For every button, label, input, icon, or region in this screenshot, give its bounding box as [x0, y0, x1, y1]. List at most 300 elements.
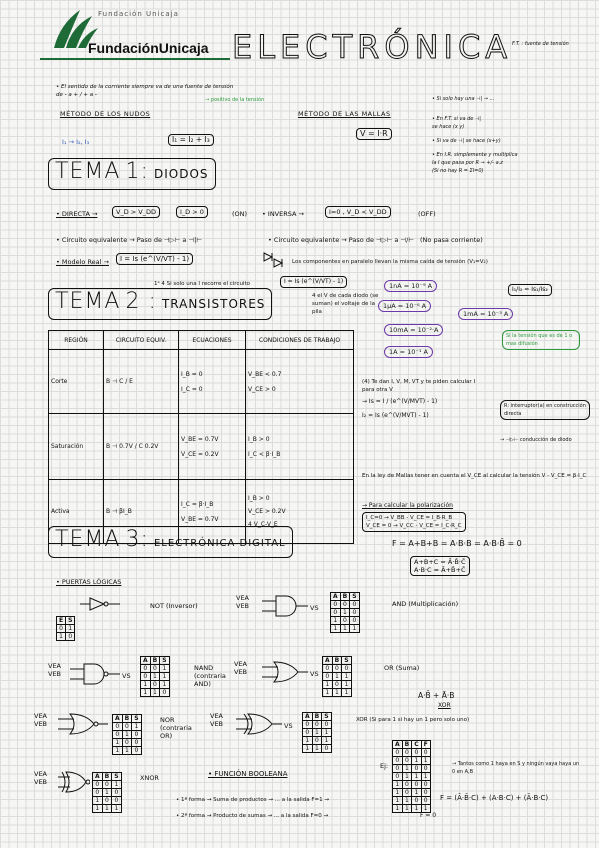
xor-gate-out: VS	[284, 722, 293, 730]
truth-table-row	[393, 765, 431, 773]
xor-gate-icon	[236, 712, 282, 736]
truth-table-cell: 1	[331, 617, 341, 625]
condition-cell	[246, 350, 354, 414]
truth-table-cell: 0	[393, 765, 403, 773]
truth-table-cell: 1	[150, 673, 160, 681]
and-gate-inputs: VEA VEB	[236, 594, 250, 610]
truth-table-cell: 1	[342, 673, 351, 681]
or-gate-inputs: VEA VEB	[234, 660, 248, 676]
metodo-mallas-heading: MÉTODO DE LAS MALLAS	[298, 110, 391, 118]
truth-table-cell: 0	[113, 723, 123, 731]
and-gate-label: AND (Multiplicación)	[392, 600, 459, 608]
puertas-logicas-heading: • PUERTAS LÓGICAS	[56, 578, 122, 586]
polarizacion-box	[362, 512, 466, 532]
nor-gate-inputs: VEA VEB	[34, 712, 48, 728]
inversa-label: • INVERSA →	[262, 210, 304, 218]
truth-table-cell: 0	[322, 721, 331, 729]
truth-table-header-row	[141, 657, 170, 665]
side-note: → Is = I / (e^(V/MVT) - 1)	[362, 398, 438, 405]
truth-table-cell: 1	[342, 689, 351, 697]
circuito-eq-2: • Circuito equivalente → Paso de ⊣▷⊢ a ⊣/⊢	[268, 236, 414, 244]
truth-table-cell: 0	[340, 601, 350, 609]
truth-table-cell: 0	[393, 757, 403, 765]
truth-table-cell: 1	[421, 805, 430, 813]
truth-table-cell: 0	[323, 665, 333, 673]
footnote: 1ᵃ 4 Si solo una I recorre el circuito	[154, 281, 251, 287]
truth-table-cell: 0	[160, 689, 169, 697]
side-note: I₂ = Is (e^(V/MVT) - 1)	[362, 412, 429, 419]
truth-table-cell: 0	[412, 797, 421, 805]
truth-table-cell: 1	[393, 781, 403, 789]
truth-table-header: B	[122, 715, 132, 723]
nand-gate-icon	[70, 662, 120, 686]
truth-table-header: B	[102, 773, 112, 781]
xor-formula-label: XOR	[438, 702, 451, 709]
green-note: → positivo de la tensión	[205, 97, 265, 103]
right-notes	[432, 95, 518, 175]
condition: I_C < β·I_B	[248, 450, 281, 458]
not-gate-icon	[80, 596, 120, 612]
truth-table-row	[323, 681, 352, 689]
truth-table-cell: 0	[412, 765, 421, 773]
right-note: se hace (x y)	[432, 124, 465, 130]
truth-table-cell: 0	[113, 731, 123, 739]
right-note: • En I.R. simplemente y multiplica	[432, 152, 518, 158]
table-row	[49, 414, 354, 480]
truth-table-cell: 0	[402, 757, 412, 765]
tema3-label: TEMA	[55, 527, 121, 552]
truth-table-cell: 0	[141, 673, 151, 681]
truth-table-cell: 1	[342, 681, 351, 689]
truth-table-cell: 0	[332, 681, 342, 689]
truth-table-cell: 1	[402, 805, 412, 813]
truth-table-cell: 0	[412, 749, 421, 757]
polarizacion-eq: V_CE = 0 → V_CC - V_CE = I_C·R_C	[366, 523, 462, 529]
xor-formula: A·B̄ + Ā·B	[418, 691, 455, 700]
truth-table-row	[113, 731, 142, 739]
condition: I_B > 0	[248, 495, 270, 502]
truth-table-cell: 1	[402, 797, 412, 805]
truth-table-cell: 0	[331, 609, 341, 617]
truth-table-row	[393, 749, 431, 757]
truth-table-cell: 0	[132, 731, 141, 739]
truth-table-cell: 1	[340, 625, 350, 633]
truth-table-row	[141, 689, 170, 697]
truth-table-header-row	[93, 773, 122, 781]
right-note: • En F.T. si va de ⊣|	[432, 116, 481, 122]
equation: I_B = 0	[181, 370, 203, 378]
truth-table-cell: 1	[412, 805, 421, 813]
xnor-truth-table	[92, 772, 122, 813]
truth-table-row	[113, 723, 142, 731]
unit-box: 1A = 10⁻¹ A	[384, 346, 433, 358]
truth-table-header: F	[421, 741, 430, 749]
equation: V_BE = 0.7V	[181, 435, 219, 443]
unit-box: 1μA = 10⁻⁶ A	[378, 300, 431, 312]
or-gate-out: VS	[310, 670, 319, 678]
truth-table-cell: 0	[57, 625, 66, 633]
tema3-number: 3:	[125, 527, 149, 552]
truth-table-row	[331, 601, 360, 609]
truth-table-row	[113, 747, 142, 755]
truth-table-cell: 0	[393, 773, 403, 781]
demorgan-rule: A+B+C = Ā·B̄·C̄	[414, 558, 466, 566]
truth-table-row	[393, 789, 431, 797]
truth-table-row	[303, 729, 332, 737]
truth-table-cell: 1	[421, 773, 430, 781]
tema1-subtitle: DIODOS	[153, 167, 209, 181]
componentes-paralelo: Los componentes en paralelo llevan la misma caída de tensión (V₁=V₂)	[292, 259, 488, 265]
truth-table-cell: 0	[303, 721, 313, 729]
truth-table-header-row	[323, 657, 352, 665]
demorgan-rule: A·B·C = Ā+B̄+C̄	[414, 566, 466, 574]
truth-table-cell: 1	[412, 789, 421, 797]
truth-table-cell: 1	[332, 673, 342, 681]
not-truth-table	[56, 616, 75, 641]
truth-table-row	[303, 721, 332, 729]
truth-table-cell: 0	[350, 617, 359, 625]
inversa-cond: I=0 , V_D < V_DD	[325, 206, 391, 218]
truth-table-cell: 0	[350, 601, 359, 609]
truth-table-cell: 1	[160, 673, 169, 681]
truth-table-header: B	[150, 657, 160, 665]
or-truth-table	[322, 656, 352, 697]
truth-table-cell: 1	[102, 805, 112, 813]
table-header: CIRCUITO EQUIV.	[104, 331, 179, 350]
boolean-form-1: • 1ª forma → Suma de productos → ... a la salida F=1 →	[176, 797, 329, 803]
table-row	[49, 350, 354, 414]
truth-table-cell: 0	[93, 789, 103, 797]
xor-gate-inputs: VEA VEB	[210, 712, 224, 728]
truth-table-cell: 1	[141, 689, 151, 697]
truth-table-row	[393, 781, 431, 789]
nand-truth-table	[140, 656, 170, 697]
footnote-formula: I = Is (e^(V/VT) - 1)	[280, 276, 347, 288]
truth-table-header-row	[303, 713, 332, 721]
truth-table-cell: 1	[141, 681, 151, 689]
truth-table-row	[57, 633, 75, 641]
region-cell: Activa	[49, 480, 104, 544]
truth-table-row	[93, 789, 122, 797]
truth-table-cell: 0	[402, 789, 412, 797]
nudos-label: I₁ → I₂, I₃	[62, 138, 90, 146]
truth-table-cell: 0	[350, 609, 359, 617]
truth-table-header-row	[57, 617, 75, 625]
table-header-row	[49, 331, 354, 350]
nor-truth-table	[112, 714, 142, 755]
boolean-form-2-formula: F = 0	[420, 812, 437, 819]
equation: V_BE = 0.7V	[181, 515, 219, 523]
truth-table-cell: 1	[322, 737, 331, 745]
nor-gate-icon	[58, 712, 108, 736]
table-header: REGIÓN	[49, 331, 104, 350]
tema2-subtitle: TRANSISTORES	[161, 297, 266, 311]
truth-table-header: S	[66, 617, 75, 625]
equation: V_CE = 0.2V	[181, 450, 219, 458]
ej-label: Ej:	[380, 762, 389, 770]
side-note: (4) Te dan I, V, M, VT y te piden calcular I	[362, 379, 476, 385]
brand-underline	[40, 58, 230, 60]
truth-table-cell: 1	[93, 805, 103, 813]
truth-table-cell: 1	[57, 633, 66, 641]
truth-table-cell: 1	[122, 731, 132, 739]
truth-table-header: A	[323, 657, 333, 665]
mallas-note: En la ley de Mallas tener en cuenta el V_CE al calcular la tensión V - V_CE = β·I_C	[362, 473, 587, 479]
truth-table-row	[93, 805, 122, 813]
truth-table-cell: 0	[66, 633, 75, 641]
truth-table-cell: 1	[66, 625, 75, 633]
unit-box: 10mA = 10⁻²·A	[384, 324, 443, 336]
xnor-gate-label: XNOR	[140, 774, 159, 782]
truth-table-cell: 0	[150, 681, 160, 689]
truth-table-header-row	[393, 741, 431, 749]
truth-table-cell: 0	[323, 673, 333, 681]
no-pasa-note: (No pasa corriente)	[420, 236, 483, 244]
truth-table-row	[113, 739, 142, 747]
xnor-gate-icon	[58, 770, 90, 794]
truth-table-row	[141, 673, 170, 681]
truth-table-header: S	[160, 657, 169, 665]
tema3-subtitle: ELECTRÓNICA DIGITAL	[153, 538, 286, 549]
truth-table-row	[323, 665, 352, 673]
directa-tag: (ON)	[232, 210, 248, 218]
boolean-form-2: • 2ª forma → Producto de sumas → ... a la salida F=0 →	[176, 813, 329, 819]
truth-table-cell: 0	[122, 723, 132, 731]
truth-table-header: S	[350, 593, 359, 601]
directa-cond2: I_D > 0	[176, 206, 208, 218]
xnor-gate-inputs: VEA VEB	[34, 770, 48, 786]
truth-table-cell: 1	[393, 797, 403, 805]
demorgan-rules	[410, 556, 470, 576]
and-gate-icon	[262, 594, 308, 618]
truth-table-cell: 0	[112, 789, 121, 797]
truth-table-header: A	[303, 713, 313, 721]
mallas-formula: V = I·R	[356, 128, 392, 140]
truth-table-cell: 1	[132, 723, 141, 731]
boolean-form-1-formula: F = (Ā·B̄·C) + (A·B·C) + (Ā·B·C)	[440, 794, 549, 802]
equation-cell	[179, 414, 246, 480]
truth-table-cell: 0	[93, 781, 103, 789]
truth-table-cell: 1	[113, 739, 123, 747]
condition: 4 V_C-V_E	[248, 521, 278, 528]
truth-table-row	[303, 737, 332, 745]
polarizacion-note: → Para calcular la polarización	[362, 502, 453, 509]
diode-parallel-icon	[260, 250, 286, 268]
truth-table-cell: 0	[402, 749, 412, 757]
truth-table-header: S	[112, 773, 121, 781]
truth-table-cell: 0	[421, 749, 430, 757]
truth-table-row	[331, 609, 360, 617]
truth-table-cell: 1	[402, 773, 412, 781]
truth-table-cell: 0	[132, 739, 141, 747]
nand-gate-label: NAND (contraria AND)	[194, 664, 226, 688]
tema1-heading	[48, 158, 216, 190]
equation-cell	[179, 350, 246, 414]
unit-box: 1mA = 10⁻³ A	[458, 308, 513, 320]
condition: I_B > 0	[248, 435, 270, 443]
truth-table-cell: 1	[93, 797, 103, 805]
truth-table-row	[323, 689, 352, 697]
side-note: para otra V	[362, 387, 393, 393]
truth-table-header: A	[141, 657, 151, 665]
truth-table-cell: 1	[421, 757, 430, 765]
brand-name: FundaciónUnicaja	[88, 40, 209, 56]
and-truth-table	[330, 592, 360, 633]
current-direction-note: • El sentido de la corriente siempre va de una fuente de tensión de - a + / + a -	[56, 84, 234, 98]
legend-note: F.T. : fuente de tensión	[512, 41, 569, 47]
truth-table-header: E	[57, 617, 66, 625]
truth-table-cell: 0	[393, 749, 403, 757]
inversa-tag: (OFF)	[418, 210, 436, 218]
truth-table-cell: 1	[150, 689, 160, 697]
nand-gate-out: VS	[122, 672, 131, 680]
truth-table-row	[331, 617, 360, 625]
truth-table-cell: 1	[112, 805, 121, 813]
truth-table-header: A	[113, 715, 123, 723]
right-note: • Si solo hay una ⊣| → ...	[432, 96, 495, 102]
xor-gate-label: XOR (Si para 1 si hay un 1 pero solo uno)	[356, 717, 470, 723]
directa-label: • DIRECTA →	[56, 210, 98, 218]
region-cell: Saturación	[49, 414, 104, 480]
truth-table-header: B	[402, 741, 412, 749]
tema2-number: 2 :	[125, 289, 157, 314]
truth-table-cell: 0	[421, 781, 430, 789]
truth-table-cell: 0	[342, 665, 351, 673]
truth-table-cell: 0	[331, 601, 341, 609]
circuito-eq-1: • Circuito equivalente → Paso de ⊣▷⊢ a ⊣|⊢	[56, 236, 202, 244]
truth-table-header-row	[331, 593, 360, 601]
truth-table-cell: 0	[322, 745, 331, 753]
truth-table-header-row	[113, 715, 142, 723]
or-gate-icon	[262, 660, 308, 684]
truth-table-header: B	[312, 713, 322, 721]
truth-table-row	[57, 625, 75, 633]
truth-table-header: A	[393, 741, 403, 749]
truth-table-cell: 0	[150, 665, 160, 673]
current-ratio: I₁/I₂ = Is₁/Is₂	[508, 284, 552, 296]
truth-table-cell: 0	[340, 617, 350, 625]
condition: V_BE < 0.7	[248, 370, 282, 378]
truth-table-cell: 1	[160, 665, 169, 673]
truth-table-header: B	[332, 657, 342, 665]
truth-table-cell: 1	[112, 781, 121, 789]
side-note-conduction: → ⊣▷⊢ conducción de diodo	[500, 437, 572, 443]
condition: V_CE > 0.2V	[248, 508, 286, 515]
equation: I_C = 0	[181, 385, 203, 393]
boolean-title: • FUNCIÓN BOOLEANA	[208, 770, 288, 778]
directa-cond: V_D > V_DD	[112, 206, 160, 218]
table-header: CONDICIONES DE TRABAJO	[246, 331, 354, 350]
page-title: ELECTRÓNICA	[232, 28, 513, 66]
modelo-formula: I = Is (e^(V/VT) - 1)	[116, 253, 193, 265]
truth-table-header: A	[93, 773, 103, 781]
truth-table-row	[393, 797, 431, 805]
truth-table-cell: 1	[393, 805, 403, 813]
truth-table-cell: 0	[102, 797, 112, 805]
truth-table-cell: 0	[421, 765, 430, 773]
demorgan-formula: F = A+B+B = A·B·B = A·B·B̄ = 0	[392, 539, 522, 548]
region-cell: Corte	[49, 350, 104, 414]
truth-table-cell: 0	[112, 797, 121, 805]
header	[0, 0, 599, 80]
truth-table-cell: 1	[323, 681, 333, 689]
truth-table-cell: 0	[421, 789, 430, 797]
nor-gate-label: NOR (contraria OR)	[160, 716, 192, 740]
not-gate-label: NOT (Inversor)	[150, 602, 198, 610]
unit-box: 1nA = 10⁻⁹ A	[384, 280, 437, 292]
truth-table-header: B	[340, 593, 350, 601]
truth-table-cell: 1	[122, 747, 132, 755]
condition: V_CE > 0	[248, 385, 276, 393]
or-gate-label: OR (Suma)	[384, 664, 420, 672]
truth-table-row	[93, 781, 122, 789]
tema1-label: TEMA	[55, 159, 121, 184]
transistor-table	[48, 330, 354, 544]
truth-table-header: S	[132, 715, 141, 723]
tema2-heading	[48, 288, 272, 320]
truth-table-row	[303, 745, 332, 753]
truth-table-cell: 0	[312, 737, 322, 745]
metodo-nudos-heading: MÉTODO DE LOS NUDOS	[60, 110, 151, 118]
tema2-label: TEMA	[55, 289, 121, 314]
condition-cell	[246, 414, 354, 480]
truth-table-cell: 1	[303, 737, 313, 745]
truth-table-cell: 0	[421, 797, 430, 805]
truth-table-cell: 1	[323, 689, 333, 697]
truth-table-cell: 1	[412, 773, 421, 781]
truth-table-cell: 0	[402, 781, 412, 789]
truth-table-row	[93, 797, 122, 805]
xor-truth-table	[302, 712, 332, 753]
truth-table-header: S	[322, 713, 331, 721]
truth-table-cell: 0	[332, 665, 342, 673]
truth-table-cell: 1	[350, 625, 359, 633]
circuit-cell: B ⊣ βI_B	[104, 480, 179, 544]
truth-table-cell: 1	[331, 625, 341, 633]
truth-table-cell: 0	[122, 739, 132, 747]
truth-table-cell: 0	[412, 781, 421, 789]
right-note: (Si no hay R = ΣI=0)	[432, 168, 484, 174]
truth-table-header: C	[412, 741, 421, 749]
regions-table	[48, 330, 354, 544]
equation: I_C = β·I_B	[181, 500, 214, 508]
truth-table-cell: 1	[393, 789, 403, 797]
right-note: • Si va de ⊣| se hace (x+y)	[432, 138, 501, 144]
truth-table-row	[393, 757, 431, 765]
truth-table-cell: 1	[312, 745, 322, 753]
tema2-note: 4 el V de cada diodo (se suman) el voltaje de la pila	[312, 293, 379, 315]
side-note-r: R: interruptor(a) en construcción directa	[500, 400, 590, 420]
tema2-green-note: Si la tensión que es de 1 o mas difusión	[502, 330, 580, 350]
nudos-formula: I₁ = I₂ + I₃	[168, 134, 214, 146]
truth-table-cell: 0	[141, 665, 151, 673]
truth-table-cell: 1	[312, 729, 322, 737]
truth-table-cell: 1	[402, 765, 412, 773]
truth-table-cell: 1	[303, 745, 313, 753]
truth-table-cell: 1	[160, 681, 169, 689]
truth-table-header: A	[331, 593, 341, 601]
ej-truth-table	[392, 740, 431, 813]
polarizacion-eq: I_C=0 → V_BB - V_CE = I_B·R_B	[366, 515, 453, 521]
truth-table-cell: 0	[132, 747, 141, 755]
and-gate-out: VS	[310, 604, 319, 612]
truth-table-cell: 1	[412, 757, 421, 765]
truth-table-row	[141, 665, 170, 673]
circuit-cell: B ⊣ 0.7V / C 0.2V	[104, 414, 179, 480]
right-note: la I que pasa por R → +/- a.z	[432, 160, 503, 166]
truth-table-row	[393, 773, 431, 781]
truth-table-row	[141, 681, 170, 689]
